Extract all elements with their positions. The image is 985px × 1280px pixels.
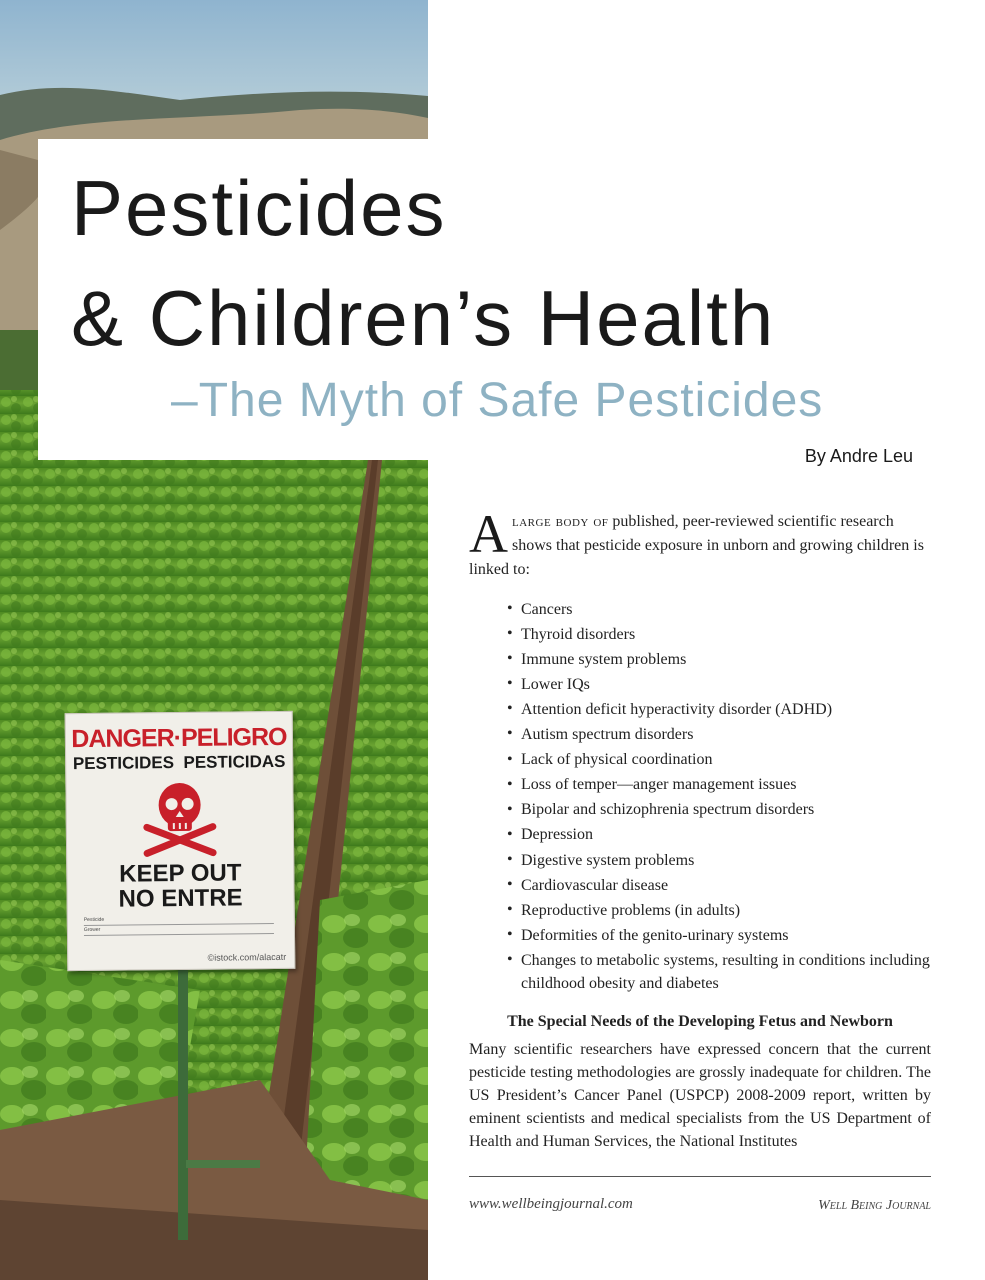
list-item [507,822,931,847]
list-item [507,847,931,872]
danger-sign [65,711,296,971]
list-item-text: Changes to metabolic systems, resulting in conditions including childhood obesity and diabetes [521,951,930,993]
page-subtitle: –The Myth of Safe Pesticides [171,374,824,427]
list-item [507,696,931,721]
list-item-text: Reproductive problems (in adults) [521,901,741,919]
skull-crossbones-icon [134,777,225,858]
list-item-text: Immune system problems [521,650,687,668]
list-item-text: Attention deficit hyperactivity disorder (ADHD) [521,700,833,718]
bullet-icon: • [507,625,513,643]
bullet-icon: • [507,825,513,843]
bullet-icon: • [507,675,513,693]
list-item [507,621,931,646]
drop-cap: A [469,504,508,564]
bullet-icon: • [507,600,513,617]
bullet-list [469,596,931,996]
sign-keep-out-text: KEEP OUT [119,859,242,888]
list-item [507,897,931,922]
sign-pesticides-text: PESTICIDES PESTICIDAS [72,751,286,774]
list-item-text: Autism spectrum disorders [521,726,694,744]
list-item [507,596,931,621]
page-title-line-1: Pesticides [71,164,447,252]
list-item-text: Lack of physical coordination [521,751,713,769]
list-item [507,947,931,996]
bullet-icon: • [507,850,513,868]
list-item-text: Lower IQs [521,675,590,693]
bullet-icon: • [507,650,513,668]
footer-journal-name: Well Being Journal [818,1198,931,1213]
intro-text: published, peer-reviewed scientific research shows that pesticide exposure in unborn and growing children is linked to: [469,513,924,578]
list-item [507,747,931,772]
list-item [507,797,931,822]
section-heading: The Special Needs of the Developing Fetus and Newborn [507,1012,893,1030]
list-item-text: Loss of temper—anger management issues [521,776,797,794]
footer-divider [469,1176,931,1177]
list-item [507,872,931,897]
list-item [507,922,931,947]
list-item-text: Bipolar and schizophrenia spectrum disorders [521,801,815,819]
bullet-icon: • [507,700,513,718]
intro-paragraph [469,504,931,582]
bullet-icon: • [507,775,513,793]
bullet-icon: • [507,876,513,894]
sign-no-entre-text: NO ENTRE [118,884,243,913]
list-item [507,646,931,671]
bullet-icon: • [507,926,513,944]
article-body [469,504,931,1153]
list-item-text: Cardiovascular disease [521,876,669,894]
photo-credit: ©istock.com/alacatr [207,951,287,963]
bullet-icon: • [507,951,513,969]
footer-url[interactable]: www.wellbeingjournal.com [469,1196,633,1212]
sign-field-pesticide: Pesticide [84,914,274,926]
bullet-icon: • [507,725,513,743]
bullet-icon: • [507,901,513,919]
byline: By Andre Leu [804,446,913,466]
list-item-text: Cancers [521,600,573,618]
list-item-text: Thyroid disorders [521,625,636,643]
section-paragraph: Many scientific researchers have expressed concern that the current pesticide testing methodologies are grossly inadequate for children. The US President’s Cancer Panel (USPCP) 2008-2009 report, written by eminent scientists and medical specialists from the US Department of Health and Human Services, the National Institutes [469,1040,931,1150]
bullet-icon: • [507,750,513,768]
list-item [507,721,931,746]
list-item-text: Deformities of the genito-urinary systems [521,926,789,944]
sign-danger-text: DANGER·PELIGRO [71,722,287,754]
list-item-text: Digestive system problems [521,851,695,869]
list-item [507,772,931,797]
title-box [38,139,985,460]
list-item-text: Depression [521,826,593,844]
bullet-icon: • [507,800,513,818]
page-title-line-2: & Children’s Health [71,274,776,362]
lead-in: large body of [512,513,609,530]
list-item [507,671,931,696]
sign-field-grower: Grower [84,924,274,936]
